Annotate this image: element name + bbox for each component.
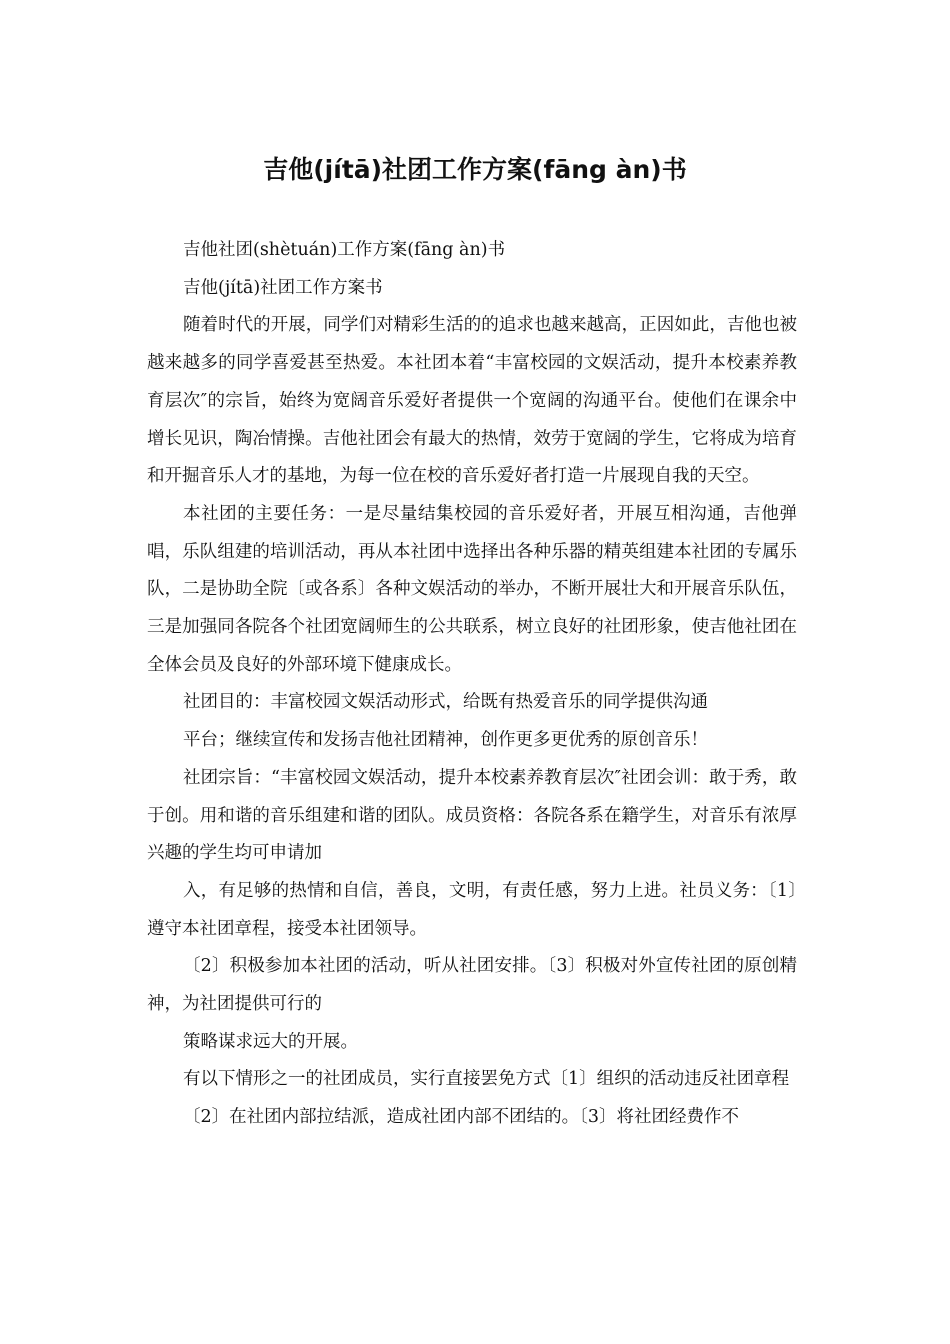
paragraph-strategy: 策略谋求远大的开展。: [183, 1031, 358, 1052]
document-title: 吉他(jítā)社团工作方案(fāng àn)书: [263, 155, 687, 184]
paragraph-purpose: 社团目的：丰富校园文娱活动形式，给既有热爱音乐的同学提供沟通: [183, 692, 708, 713]
document-body: [147, 232, 797, 1137]
paragraph-dismissal: 有以下情形之一的社团成员，实行直接罢免方式〔1〕组织的活动违反社团章程: [183, 1069, 790, 1090]
paragraph-purpose-continued: 平台；继续宣传和发扬吉他社团精神，创作更多更优秀的原创音乐！: [183, 730, 708, 751]
paragraph-intro: 随着时代的开展，同学们对精彩生活的的追求也越来越高，正因如此，吉他也被越来越多的同学喜爱甚至热爱。本社团本着“丰富校园的文娱活动，提升本校素养教育层次″的宗旨，始终为宽阔音乐爱好者提供一个宽阔的沟通平台。使他们在课余中增长见识，陶冶情操。吉他社团会有最大的热情，效劳于宽阔的学生，它将成为培育和开掘音乐人才的基地，为每一位在校的音乐爱好者打造一片展现自我的天空。: [147, 315, 797, 487]
paragraph-dismissal-2-3: 〔2〕在社团内部拉结派，造成社团内部不团结的。〔3〕将社团经费作不: [183, 1107, 740, 1128]
paragraph-duties-2-3: 〔2〕积极参加本社团的活动，听从社团安排。〔3〕积极对外宣传社团的原创精神，为社团提供可行的: [147, 956, 797, 1015]
paragraph-subtitle-1: 吉他社团(shètuán)工作方案(fāng àn)书: [183, 240, 506, 260]
paragraph-main-tasks: 本社团的主要任务：一是尽量结集校园的音乐爱好者，开展互相沟通，吉他弹唱，乐队组建的培训活动，再从本社团中选择出各种乐器的精英组建本社团的专属乐队，二是协助全院〔或各系〕各种文娱活动的举办，不断开展壮大和开展音乐队伍，三是加强同各院各个社团宽阔师生的公共联系，树立良好的社团形象，使吉他社团在全体会员及良好的外部环境下健康成长。: [147, 503, 797, 675]
paragraph-tenet: 社团宗旨：“丰富校园文娱活动，提升本校素养教育层次″社团会训：敢于秀，敢于创。用和谐的音乐组建和谐的团队。成员资格：各院各系在籍学生，对音乐有浓厚兴趣的学生均可申请加: [147, 767, 797, 864]
paragraph-subtitle-2: 吉他(jítā)社团工作方案书: [183, 277, 383, 298]
paragraph-membership-duties: 入，有足够的热情和自信，善良，文明，有责任感，努力上进。社员义务：〔1〕遵守本社团章程，接受本社团领导。: [147, 880, 797, 939]
